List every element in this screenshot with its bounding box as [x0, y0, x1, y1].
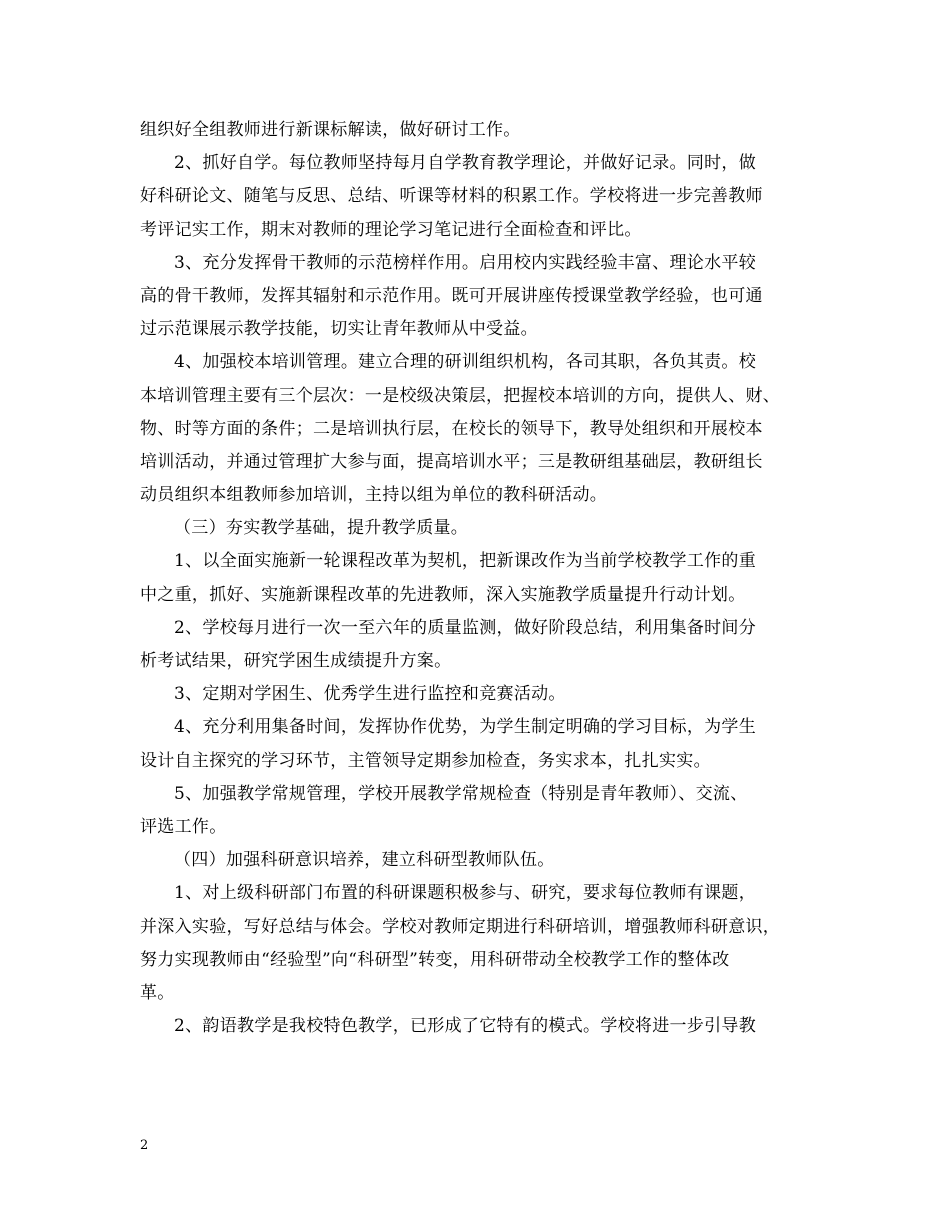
text-line: 中之重，抓好、实施新课程改革的先进教师，深入实施教学质量提升行动计划。	[140, 584, 746, 605]
text-line: 1、以全面实施新一轮课程改革为契机，把新课改作为当前学校教学工作的重	[174, 551, 757, 572]
text-line: 并深入实验，写好总结与体会。学校对教师定期进行科研培训，增强教师科研意识，	[140, 916, 781, 937]
text-line: 培训活动，并通过管理扩大参与面，提高培训水平；三是教研组基础层，教研组长	[140, 451, 763, 472]
text-line: 3、定期对学困生、优秀学生进行监控和竞赛活动。	[174, 684, 566, 705]
text-line: 4、加强校本培训管理。建立合理的研训组织机构，各司其职，各负其责。校	[174, 352, 757, 373]
text-line: 物、时等方面的条件；二是培训执行层，在校长的领导下，教导处组织和开展校本	[140, 418, 763, 439]
body-text	[140, 114, 820, 1043]
text-line: 2、学校每月进行一次一至六年的质量监测，做好阶段总结，利用集备时间分	[174, 617, 757, 638]
text-line: 1、对上级科研部门布置的科研课题积极参与、研究，要求每位教师有课题，	[174, 883, 757, 904]
text-line: 析考试结果，研究学困生成绩提升方案。	[140, 651, 452, 671]
page-number: 2	[140, 1138, 149, 1153]
text-line: 好科研论文、随笔与反思、总结、听课等材料的积累工作。学校将进一步完善教师	[140, 186, 763, 207]
text-line: 努力实现教师由“经验型”向“科研型”转变，用科研带动全校教学工作的整体改	[140, 949, 730, 970]
text-line: 2、韵语教学是我校特色教学，已形成了它特有的模式。学校将进一步引导教	[174, 1016, 757, 1037]
text-line: 高的骨干教师，发挥其辐射和示范作用。既可开展讲座传授课堂教学经验，也可通	[140, 285, 763, 306]
text-line: 2、抓好自学。每位教师坚持每月自学教育教学理论，并做好记录。同时，做	[174, 153, 757, 174]
text-line: 5、加强教学常规管理，学校开展教学常规检查（特别是青年教师）、交流、	[174, 783, 748, 804]
text-line: 革。	[140, 982, 175, 1003]
text-line: 动员组织本组教师参加培训，主持以组为单位的教科研活动。	[140, 485, 608, 506]
text-line: 过示范课展示教学技能，切实让青年教师从中受益。	[140, 319, 538, 340]
text-line: 考评记实工作，期末对教师的理论学习笔记进行全面检查和评比。	[140, 219, 642, 240]
text-line: （三）夯实教学基础，提升教学质量。	[174, 518, 469, 539]
text-line: 设计自主探究的学习环节，主管领导定期参加检查，务实求本，扎扎实实。	[140, 750, 711, 771]
text-line: 评选工作。	[140, 816, 227, 837]
text-line: 组织好全组教师进行新课标解读，做好研讨工作。	[140, 120, 521, 140]
text-line: （四）加强科研意识培养，建立科研型教师队伍。	[174, 850, 555, 871]
text-line: 3、充分发挥骨干教师的示范榜样作用。启用校内实践经验丰富、理论水平较	[174, 252, 757, 273]
text-line: 4、充分利用集备时间，发挥协作优势，为学生制定明确的学习目标，为学生	[174, 717, 757, 738]
text-line: 本培训管理主要有三个层次：一是校级决策层，把握校本培训的方向，提供人、财、	[140, 385, 781, 406]
